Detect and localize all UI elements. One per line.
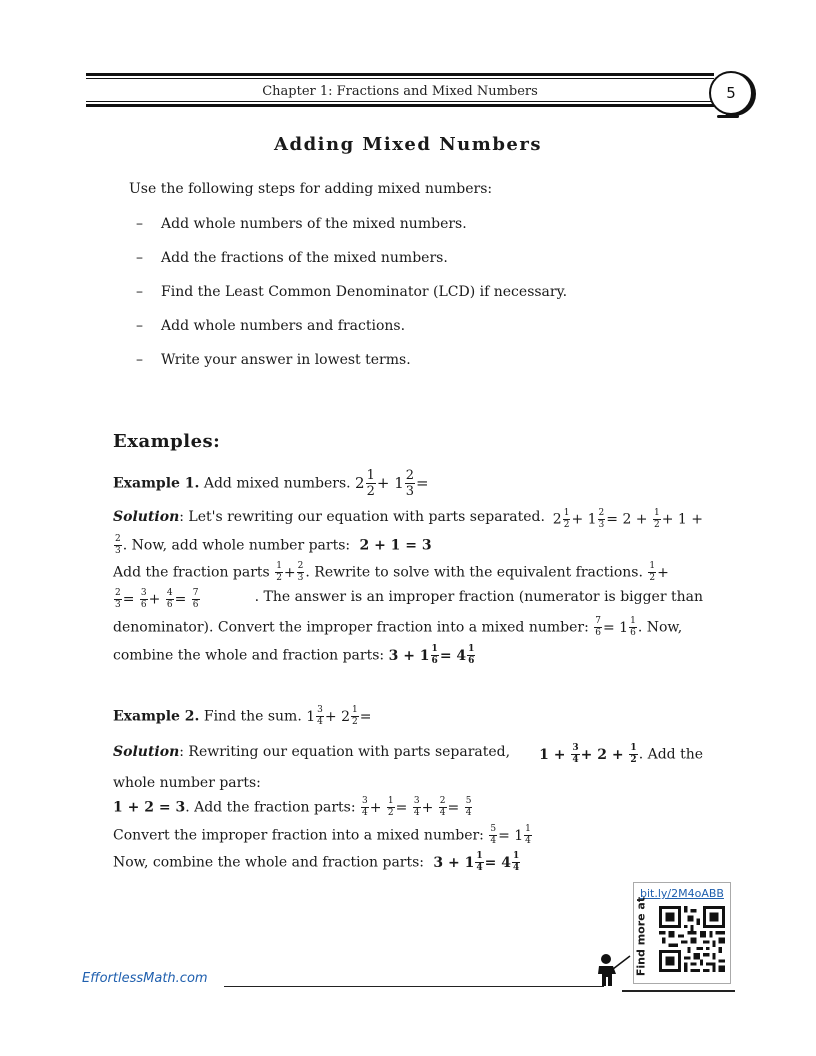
example1-solution-line3: Add the fraction parts $\frac{1}{2}$ + $\frac{2}{3}$ . Rewrite to solve with the equivalent fractions. $\frac{1}{2}$ + — [113, 561, 669, 583]
example2-statement: Example 2. Find the sum. 1 $\frac{3}{4}$ + 2 $\frac{1}{2}$ = — [113, 705, 372, 727]
list-item: – Add whole numbers of the mixed numbers. — [136, 216, 467, 232]
qr-link[interactable]: bit.ly/2M4oABB — [640, 887, 724, 900]
chapter-title: Chapter 1: Fractions and Mixed Numbers — [262, 84, 538, 99]
list-item: – Add the fractions of the mixed numbers. — [136, 250, 448, 266]
example1-solution-line5: denominator). Convert the improper fraction into a mixed number: $\frac{7}{6}$ = 1 $\frac{1}{6}$ . Now, — [113, 616, 683, 638]
header-rule-bottom-thin — [86, 101, 714, 102]
example2-solution-line3: 1 + 2 = 3. Add the fraction parts: $\frac{3}{4}$ + $\frac{1}{2}$ = $\frac{3}{4}$ + $\frac{2}{4}$ = $\frac{5}{4}$ — [113, 796, 472, 818]
header-rule-top-thick — [86, 73, 714, 76]
example2-solution-line5: Now, combine the whole and fraction parts: 3 + 1 $\frac{1}{4}$ = 4 $\frac{1}{4}$ — [113, 851, 520, 873]
example1-statement: Example 1. Add mixed numbers. 2 $\frac{1}{2}$ + 1 $\frac{2}{3}$ = — [113, 468, 429, 499]
steps-list — [136, 216, 567, 386]
footer-rule — [224, 986, 604, 987]
page-title: Adding Mixed Numbers — [274, 134, 542, 155]
list-item: – Add whole numbers and fractions. — [136, 318, 406, 334]
example2-solution-line4: Convert the improper fraction into a mixed number: $\frac{5}{4}$ = 1 $\frac{1}{4}$ — [113, 824, 531, 846]
page-number-badge — [709, 71, 753, 115]
examples-heading: Examples: — [113, 431, 221, 452]
example1-solution-line2: $\frac{2}{3}$ . Now, add whole number parts: 2 + 1 = 3 — [115, 534, 432, 556]
header-rule-bottom-thick — [86, 104, 714, 107]
math-expression: 2 $\frac{1}{2}$ + 1 $\frac{2}{3}$ = — [355, 468, 429, 499]
intro-text: Use the following steps for adding mixed numbers: — [129, 181, 493, 197]
teacher-icon — [594, 952, 634, 988]
list-item: – Write your answer in lowest terms. — [136, 352, 411, 368]
example1-solution-line1: Solution: Let's rewriting our equation with parts separated. 2 $\frac{1}{2}$ + 1 $\frac{2}{3}$ = 2 + $\frac{1}{2}$ + 1 + — [113, 508, 703, 530]
page-number: 5 — [726, 84, 736, 102]
footer-rule-right — [622, 990, 735, 992]
list-item: – Find the Least Common Denominator (LCD) if necessary. — [136, 284, 568, 300]
page-badge-foot — [717, 115, 739, 118]
example1-solution-line4: $\frac{2}{3}$ = $\frac{3}{6}$ + $\frac{4}{6}$ = $\frac{7}{6}$ . The answer is an improper fraction (numerator is bigger than — [115, 588, 703, 610]
example1-solution-line6: combine the whole and fraction parts: 3 + 1 $\frac{1}{6}$ = 4 $\frac{1}{6}$ — [113, 644, 475, 666]
example2-solution-line2: whole number parts: — [113, 775, 261, 791]
qr-code-icon[interactable] — [659, 906, 725, 972]
qr-caption: Find more at — [634, 896, 648, 977]
footer-brand-link[interactable]: EffortlessMath.com — [82, 971, 208, 986]
example2-solution-line1: Solution: Rewriting our equation with parts separated, 1 + $\frac{3}{4}$ + 2 + $\frac{1}{2}$ . Add the — [113, 743, 703, 765]
header-rule-top-thin — [86, 78, 714, 79]
